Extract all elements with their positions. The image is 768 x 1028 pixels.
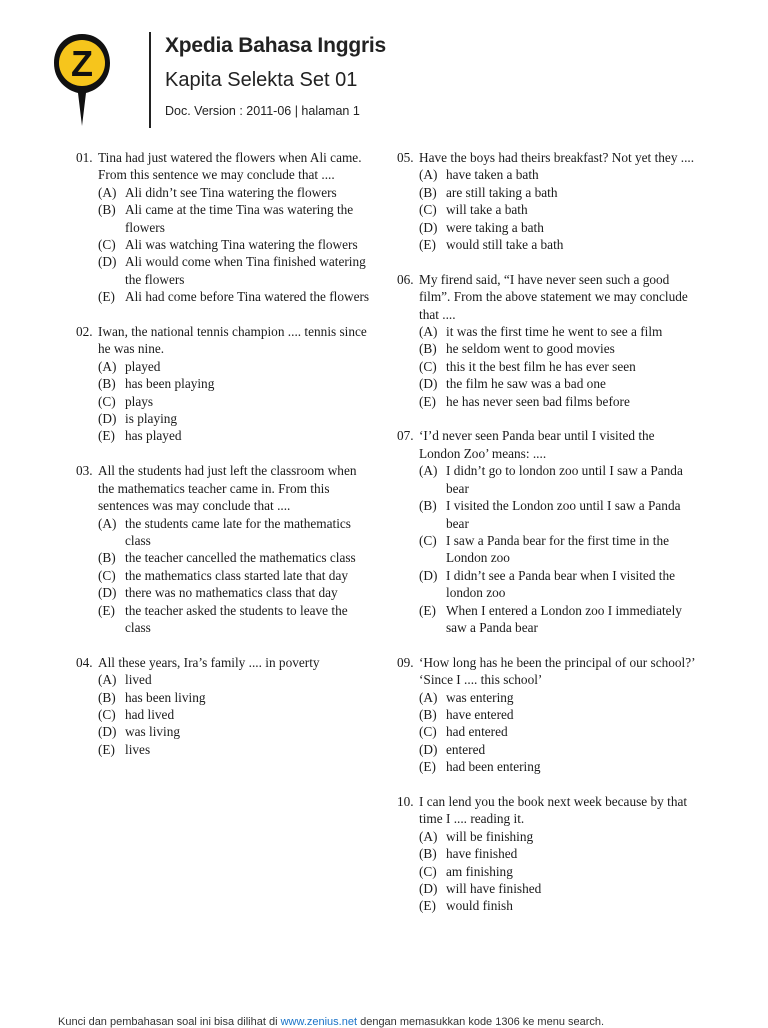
option-text: he seldom went to good movies bbox=[446, 341, 615, 357]
answer-option[interactable] bbox=[76, 253, 376, 288]
question-stem bbox=[76, 149, 376, 184]
answer-option[interactable] bbox=[397, 462, 697, 497]
option-text: he has never seen bad films before bbox=[446, 393, 630, 409]
answer-option[interactable] bbox=[397, 219, 697, 236]
option-text: was entering bbox=[446, 689, 514, 705]
question-text: Iwan, the national tennis champion .... tennis since he was nine. bbox=[98, 324, 367, 357]
answer-option[interactable] bbox=[76, 375, 376, 392]
answer-option[interactable] bbox=[76, 427, 376, 444]
question-number: 04. bbox=[76, 654, 93, 670]
option-text: Ali came at the time Tina was watering the flowers bbox=[125, 202, 354, 235]
question-number: 06. bbox=[397, 271, 414, 287]
question-03 bbox=[76, 462, 376, 636]
option-text: would still take a bath bbox=[446, 237, 564, 253]
questions-right-column bbox=[397, 149, 697, 932]
option-text: would finish bbox=[446, 898, 513, 914]
answer-option[interactable] bbox=[397, 880, 697, 897]
option-text: lived bbox=[125, 672, 152, 688]
option-letter: (B) bbox=[419, 341, 437, 357]
answer-option[interactable] bbox=[76, 723, 376, 740]
footer-note bbox=[58, 1016, 758, 1028]
answer-option[interactable] bbox=[397, 340, 697, 357]
option-letter: (A) bbox=[98, 184, 117, 200]
question-text: I can lend you the book next week because by that time I .... reading it. bbox=[419, 793, 688, 827]
question-text: ‘I’d never seen Panda bear until I visited the London Zoo’ means: .... bbox=[419, 428, 655, 461]
answer-option[interactable] bbox=[76, 410, 376, 427]
option-letter: (A) bbox=[419, 463, 438, 479]
question-text: My firend said, “I have never seen such a good film”. From the above statement we may conclude that .... bbox=[419, 271, 688, 322]
answer-option[interactable] bbox=[397, 828, 697, 845]
option-text: the teacher cancelled the mathematics class bbox=[125, 550, 356, 566]
option-text: have entered bbox=[446, 706, 514, 722]
option-text: there was no mathematics class that day bbox=[125, 585, 338, 601]
option-letter: (C) bbox=[98, 567, 116, 583]
option-letter: (B) bbox=[419, 498, 437, 514]
option-text: Ali had come before Tina watered the flowers bbox=[125, 289, 370, 305]
option-letter: (C) bbox=[98, 393, 116, 409]
question-number: 07. bbox=[397, 428, 414, 444]
answer-option[interactable] bbox=[397, 497, 697, 532]
option-text: has played bbox=[125, 428, 182, 444]
answer-option[interactable] bbox=[76, 515, 376, 550]
answer-option[interactable] bbox=[397, 567, 697, 602]
answer-option[interactable] bbox=[397, 758, 697, 775]
answer-option[interactable] bbox=[397, 166, 697, 183]
answer-option[interactable] bbox=[76, 689, 376, 706]
question-number: 10. bbox=[397, 793, 414, 809]
footer-text-after: dengan memasukkan kode 1306 ke menu search. bbox=[357, 1016, 605, 1028]
option-letter: (C) bbox=[419, 863, 437, 879]
answer-option[interactable] bbox=[76, 393, 376, 410]
option-letter: (E) bbox=[419, 602, 436, 618]
option-text: the film he saw was a bad one bbox=[446, 376, 606, 392]
question-text: ‘How long has he been the principal of our school?’ ‘Since I .... this school’ bbox=[419, 654, 695, 688]
question-stem bbox=[397, 271, 697, 323]
option-letter: (E) bbox=[419, 759, 436, 775]
answer-option[interactable] bbox=[397, 532, 697, 567]
option-letter: (A) bbox=[419, 324, 438, 340]
option-text: were taking a bath bbox=[446, 219, 544, 235]
option-letter: (C) bbox=[419, 202, 437, 218]
option-letter: (D) bbox=[419, 219, 438, 235]
option-text: the mathematics class started late that day bbox=[125, 567, 349, 583]
option-text: had entered bbox=[446, 724, 508, 740]
option-letter: (A) bbox=[419, 828, 438, 844]
option-text: lives bbox=[125, 741, 151, 757]
questions-left-column bbox=[76, 149, 376, 776]
option-text: plays bbox=[125, 393, 154, 409]
answer-option[interactable] bbox=[397, 689, 697, 706]
question-04 bbox=[76, 654, 376, 758]
question-stem bbox=[76, 462, 376, 514]
option-text: are still taking a bath bbox=[446, 184, 558, 200]
answer-option[interactable] bbox=[397, 184, 697, 201]
answer-option[interactable] bbox=[76, 236, 376, 253]
option-text: I saw a Panda bear for the first time in the London zoo bbox=[446, 532, 670, 566]
option-text: Ali didn’t see Tina watering the flowers bbox=[125, 184, 337, 200]
answer-option[interactable] bbox=[397, 393, 697, 410]
answer-option[interactable] bbox=[76, 549, 376, 566]
page-title: Xpedia Bahasa Inggris bbox=[165, 34, 387, 57]
option-letter: (B) bbox=[98, 376, 116, 392]
option-letter: (B) bbox=[98, 689, 116, 705]
question-number: 02. bbox=[76, 324, 93, 340]
answer-option[interactable] bbox=[76, 184, 376, 201]
answer-option[interactable] bbox=[76, 671, 376, 688]
option-text: has been living bbox=[125, 689, 206, 705]
option-letter: (C) bbox=[419, 358, 437, 374]
page-header bbox=[0, 0, 768, 140]
option-text: will have finished bbox=[446, 881, 542, 896]
question-06 bbox=[397, 271, 697, 410]
option-text: the students came late for the mathematics class bbox=[125, 515, 351, 548]
option-letter: (E) bbox=[98, 602, 115, 618]
option-text: have taken a bath bbox=[446, 167, 539, 183]
option-letter: (A) bbox=[98, 672, 117, 688]
question-text: All these years, Ira’s family .... in poverty bbox=[98, 654, 320, 670]
answer-option[interactable] bbox=[76, 602, 376, 637]
option-text: I didn’t go to london zoo until I saw a Panda bear bbox=[446, 463, 683, 496]
header-divider bbox=[149, 32, 151, 128]
option-text: Ali would come when Tina finished watering the flowers bbox=[125, 254, 366, 287]
option-letter: (E) bbox=[419, 898, 436, 914]
question-stem bbox=[397, 654, 697, 689]
option-letter: (B) bbox=[98, 202, 116, 218]
option-letter: (A) bbox=[419, 689, 438, 705]
answer-option[interactable] bbox=[397, 323, 697, 340]
answer-option[interactable] bbox=[397, 375, 697, 392]
option-letter: (D) bbox=[419, 741, 438, 757]
option-text: this it the best film he has ever seen bbox=[446, 358, 636, 374]
option-text: Ali was watching Tina watering the flowers bbox=[125, 237, 358, 253]
question-text: All the students had just left the classroom when the mathematics teacher came in. From this sentences was may conclude that .... bbox=[98, 463, 357, 514]
question-number: 05. bbox=[397, 150, 414, 165]
answer-option[interactable] bbox=[76, 358, 376, 375]
answer-option[interactable] bbox=[397, 723, 697, 740]
question-stem bbox=[397, 149, 697, 166]
option-letter: (C) bbox=[98, 237, 116, 253]
option-letter: (E) bbox=[98, 289, 115, 305]
option-letter: (D) bbox=[98, 411, 117, 427]
page-subtitle: Kapita Selekta Set 01 bbox=[165, 69, 358, 91]
option-letter: (D) bbox=[419, 881, 438, 896]
answer-option[interactable] bbox=[76, 288, 376, 305]
question-02 bbox=[76, 323, 376, 445]
question-stem bbox=[76, 323, 376, 358]
answer-option[interactable] bbox=[397, 706, 697, 723]
option-letter: (C) bbox=[419, 532, 437, 548]
question-stem bbox=[76, 654, 376, 671]
answer-option[interactable] bbox=[397, 602, 697, 637]
answer-option[interactable] bbox=[397, 358, 697, 375]
option-text: am finishing bbox=[446, 863, 513, 879]
option-text: it was the first time he went to see a film bbox=[446, 324, 663, 340]
option-letter: (B) bbox=[419, 184, 437, 200]
option-letter: (E) bbox=[98, 741, 115, 757]
option-text: has been playing bbox=[125, 376, 215, 392]
question-05 bbox=[397, 149, 697, 253]
question-01 bbox=[76, 149, 376, 306]
question-stem bbox=[397, 427, 697, 462]
question-10 bbox=[397, 793, 697, 915]
option-letter: (A) bbox=[98, 515, 117, 531]
doc-version: Doc. Version : 2011-06 | halaman 1 bbox=[165, 104, 360, 118]
option-letter: (B) bbox=[419, 846, 437, 862]
option-text: I visited the London zoo until I saw a Panda bear bbox=[446, 498, 681, 531]
answer-option[interactable] bbox=[397, 863, 697, 880]
option-letter: (E) bbox=[98, 428, 115, 444]
answer-option[interactable] bbox=[76, 741, 376, 758]
answer-option[interactable] bbox=[397, 741, 697, 758]
option-letter: (C) bbox=[419, 724, 437, 740]
option-letter: (B) bbox=[98, 550, 116, 566]
option-text: the teacher asked the students to leave the class bbox=[125, 602, 348, 635]
option-text: entered bbox=[446, 741, 486, 757]
question-09 bbox=[397, 654, 697, 776]
option-letter: (E) bbox=[419, 237, 436, 253]
option-text: When I entered a London zoo I immediately saw a Panda bear bbox=[446, 602, 682, 635]
answer-option[interactable] bbox=[397, 201, 697, 218]
question-07 bbox=[397, 427, 697, 636]
option-letter: (D) bbox=[419, 376, 438, 392]
option-text: will take a bath bbox=[446, 202, 528, 218]
answer-option[interactable] bbox=[76, 584, 376, 601]
option-text: played bbox=[125, 358, 161, 374]
option-letter: (D) bbox=[98, 585, 117, 601]
question-number: 03. bbox=[76, 463, 93, 479]
answer-option[interactable] bbox=[397, 897, 697, 914]
option-letter: (A) bbox=[98, 358, 117, 374]
question-text: Tina had just watered the flowers when Ali came. From this sentence we may conclude that .... bbox=[98, 150, 362, 183]
question-number: 09. bbox=[397, 654, 414, 670]
option-letter: (D) bbox=[98, 254, 117, 270]
option-letter: (C) bbox=[98, 706, 116, 722]
logo-letter: Z bbox=[71, 43, 93, 84]
option-letter: (D) bbox=[419, 567, 438, 583]
option-text: I didn’t see a Panda bear when I visited the london zoo bbox=[446, 567, 676, 601]
answer-option[interactable] bbox=[397, 845, 697, 862]
question-number: 01. bbox=[76, 150, 93, 165]
option-text: have finished bbox=[446, 846, 518, 862]
answer-option[interactable] bbox=[76, 567, 376, 584]
option-text: will be finishing bbox=[446, 828, 534, 844]
footer-link[interactable]: www.zenius.net bbox=[280, 1016, 358, 1028]
answer-option[interactable] bbox=[76, 201, 376, 236]
answer-option[interactable] bbox=[397, 236, 697, 253]
question-text: Have the boys had theirs breakfast? Not yet they .... bbox=[419, 150, 695, 165]
zenius-logo-icon bbox=[52, 32, 112, 128]
option-text: had lived bbox=[125, 706, 175, 722]
footer-text-before: Kunci dan pembahasan soal ini bisa dilihat di bbox=[58, 1016, 281, 1028]
option-text: had been entering bbox=[446, 759, 541, 775]
option-letter: (B) bbox=[419, 706, 437, 722]
option-text: is playing bbox=[125, 411, 178, 427]
option-letter: (A) bbox=[419, 167, 438, 183]
question-stem bbox=[397, 793, 697, 828]
option-letter: (D) bbox=[98, 724, 117, 740]
option-letter: (E) bbox=[419, 393, 436, 409]
answer-option[interactable] bbox=[76, 706, 376, 723]
option-text: was living bbox=[125, 724, 181, 740]
